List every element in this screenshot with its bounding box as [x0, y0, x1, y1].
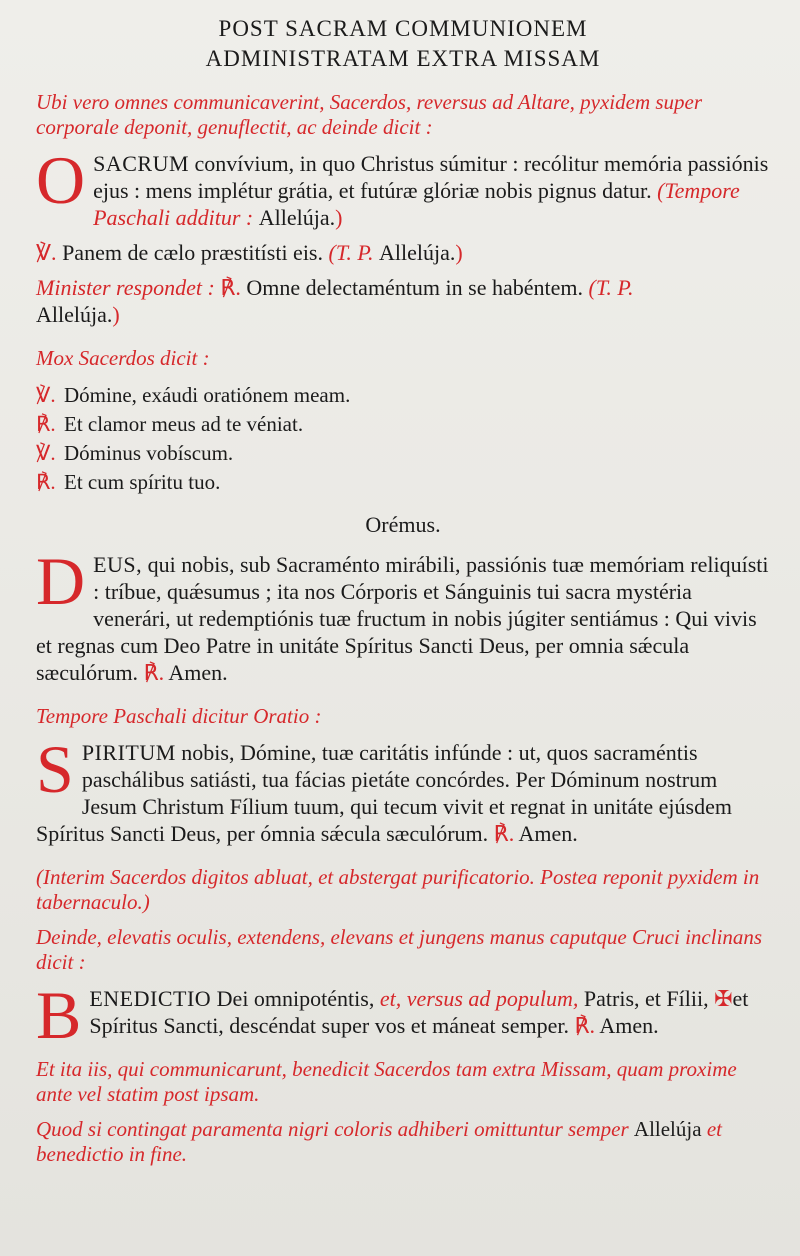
benedictio-text-1: Dei omnipoténtis, [211, 986, 380, 1011]
rubric-et-ita: Et ita iis, qui communicarunt, benedicit Sacerdos tam extra Missam, quam proxime ante vel statim post ipsam. [36, 1057, 737, 1106]
response-symbol: ℟. [36, 470, 56, 494]
final-alleluia: Allelúja [633, 1117, 702, 1141]
response-line [36, 468, 770, 497]
oremus-heading: Orémus. [365, 512, 441, 537]
prayer-o-sacrum [36, 142, 770, 231]
amen: Amen. [595, 1013, 659, 1038]
lead-word-sacrum: SACRUM [93, 151, 190, 176]
response-symbol: ℟. [493, 821, 515, 846]
versicle-line [36, 381, 770, 410]
deus-text: qui nobis, sub Sacraménto mirábili, passiónis tuæ memóriam reliquísti : tríbue, quǽsumus ; ita nos Córporis et Sánguinis tui sacra mystéria venerári, ut redemptiónis tuæ fructum in nobis júgiter sentiámus : Qui vivis et regnas cum Deo Patre in unitáte Spíritus Sancti Deus, per omnia sǽcula sæculórum. [36, 552, 769, 685]
response-text: Et cum spíritu tuo. [64, 470, 221, 494]
versicle-line [36, 439, 770, 468]
title-line-2: ADMINISTRATAM EXTRA MISSAM [205, 46, 601, 71]
benedictio-text-3: et Spíritus Sancti, descéndat super vos et máneat semper. [89, 986, 749, 1038]
response-symbol: ℟. [36, 412, 56, 436]
paschal-alleluia: Allelúja. [258, 205, 336, 230]
response-text: Et clamor meus ad te véniat. [64, 412, 304, 436]
lead-word-spiritum: PIRITUM [81, 740, 176, 765]
rubric-tempore-paschali: Tempore Paschali dicitur Oratio : [36, 704, 322, 728]
final-rubric-2: et benedictio in fine. [36, 1117, 722, 1166]
title-line-1: POST SACRAM COMMUNIONEM [218, 16, 588, 41]
tp-alleluia: Allelúja. [36, 302, 113, 327]
response-symbol: ℟. [220, 275, 241, 300]
page-title [36, 14, 770, 74]
dropcap-s: S [36, 731, 74, 807]
paschal-close: ) [335, 205, 343, 230]
paschal-rubric: (Tempore Paschali additur : [93, 178, 740, 230]
response-symbol: ℟. [143, 660, 165, 685]
dropcap-o: O [36, 142, 86, 218]
rubric-mox-sacerdos: Mox Sacerdos dicit : [36, 346, 210, 370]
benedictio-rubric: et, versus ad populum, [379, 986, 579, 1011]
dropcap-b: B [36, 977, 82, 1053]
versicle-text: Dómine, exáudi oratiónem meam. [64, 383, 351, 407]
amen: Amen. [164, 660, 228, 685]
tp-rubric: (T. P. [328, 240, 380, 265]
versicle-list [36, 381, 770, 497]
rubric-deinde: Deinde, elevatis oculis, extendens, elevans et jungens manus caputque Cruci inclinans dicit : [36, 925, 763, 974]
amen: Amen. [514, 821, 578, 846]
versicle-text: Dóminus vobíscum. [64, 441, 234, 465]
versicle-panem-text: Panem de cælo præstitísti eis. [56, 240, 329, 265]
lead-word-deus: EUS, [93, 552, 143, 577]
tp-alleluia: Allelúja. [379, 240, 456, 265]
final-rubric-1: Quod si contingat paramenta nigri coloris adhiberi omittuntur semper [36, 1117, 634, 1141]
response-line [36, 410, 770, 439]
cross-icon: ✠ [714, 986, 733, 1011]
minister-rubric: Minister respondet : [36, 275, 221, 300]
prayer-benedictio [36, 977, 770, 1053]
versicle-symbol: ℣. [36, 383, 56, 407]
spiritum-text: nobis, Dómine, tuæ caritátis infúnde : ut, quos sacraméntis paschálibus satiásti, tua fácias pietáte concórdes. Per Dóminum nostrum Jesum Christum Fílium tuum, qui tecum vivit et regnat in unitáte ejúsdem Spíritus Sancti Deus, per ómnia sǽcula sæculórum. [36, 740, 732, 846]
rubric-quod-si [36, 1117, 770, 1167]
tp-close: ) [112, 302, 120, 327]
response-symbol: ℟. [574, 1013, 596, 1038]
tp-close: ) [455, 240, 463, 265]
rubric-ubi-vero: Ubi vero omnes communicaverint, Sacerdos, reversus ad Altare, pyxidem super corporale deponit, genuflectit, ac deinde dicit : [36, 90, 703, 139]
prayer-deus [36, 543, 770, 686]
benedictio-text-2: Patris, et Fílii, [578, 986, 715, 1011]
versicle-panem [36, 239, 770, 266]
lead-word-benedictio: ENEDICTIO [89, 986, 212, 1011]
rubric-interim: (Interim Sacerdos digitos abluat, et abstergat purificatorio. Postea reponit pyxidem in tabernaculo.) [36, 865, 760, 914]
o-sacrum-text: convívium, in quo Christus súmitur : recólitur memória passiónis ejus : mens implétur grátia, et futúræ glóriæ nobis pignus datur. [93, 151, 769, 203]
tp-rubric: (T. P. [588, 275, 634, 300]
versicle-symbol: ℣. [36, 240, 57, 265]
minister-text: Omne delectaméntum in se habéntem. [240, 275, 589, 300]
prayer-spiritum [36, 731, 770, 847]
versicle-symbol: ℣. [36, 441, 56, 465]
minister-response [36, 274, 770, 328]
dropcap-d: D [36, 543, 86, 619]
